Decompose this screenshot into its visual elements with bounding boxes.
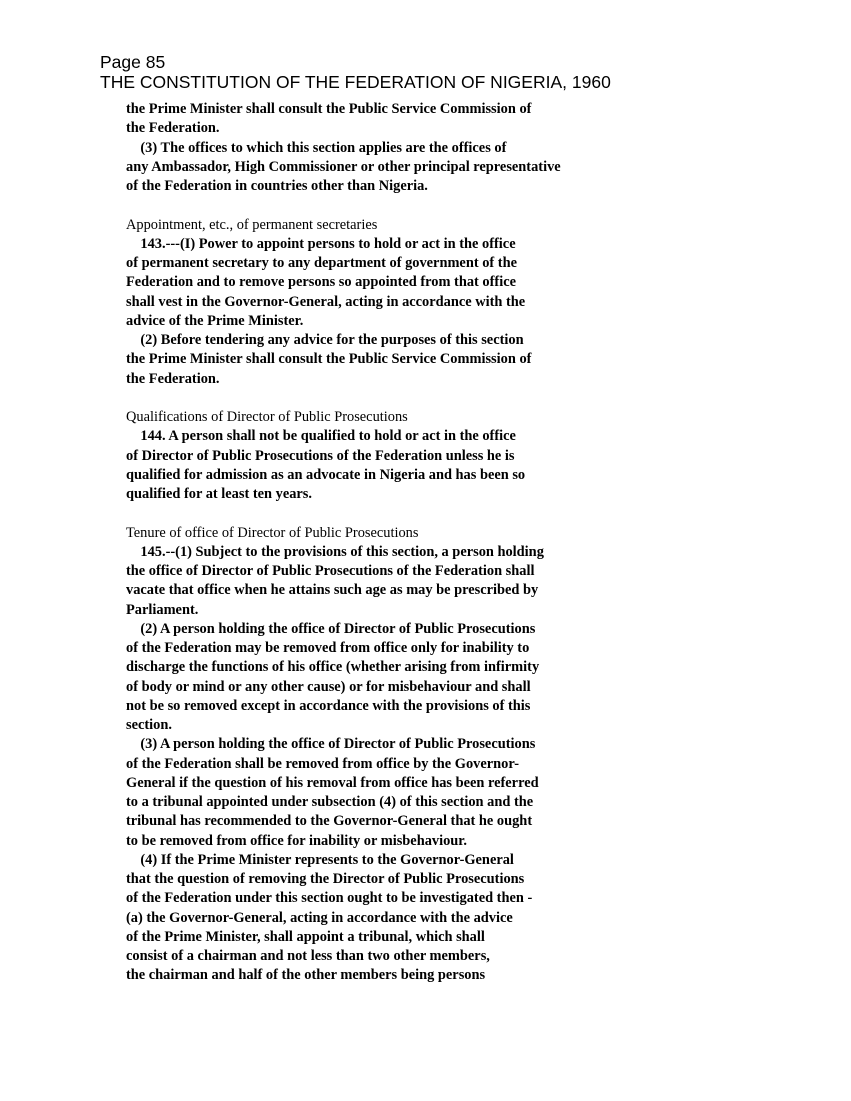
- section-heading: Tenure of office of Director of Public Prosecutions: [126, 524, 419, 541]
- text-line: shall vest in the Governor-General, acting in accordance with the: [126, 293, 526, 310]
- text-line: the Federation.: [126, 370, 220, 387]
- text-line: of the Federation may be removed from office only for inability to: [126, 640, 530, 656]
- text-line: section.: [126, 717, 172, 733]
- text-line: the Prime Minister shall consult the Public Service Commission of: [126, 351, 532, 368]
- text-line: that the question of removing the Director of Public Prosecutions: [126, 871, 525, 887]
- text-line: of the Prime Minister, shall appoint a tribunal, which shall: [126, 928, 485, 945]
- text-line: any Ambassador, High Commissioner or other principal representative: [126, 158, 561, 175]
- text-line: Federation and to remove persons so appointed from that office: [126, 274, 516, 291]
- text-line: 143.---(I) Power to appoint persons to hold or act in the office: [126, 235, 516, 252]
- text-line: of permanent secretary to any department of government of the: [126, 255, 517, 271]
- text-line: the Prime Minister shall consult the Public Service Commission of: [126, 101, 532, 117]
- text-line: qualified for at least ten years.: [126, 486, 312, 502]
- text-line: the Federation.: [126, 120, 220, 137]
- text-line: Parliament.: [126, 601, 199, 618]
- text-line: to a tribunal appointed under subsection (4) of this section and the: [126, 794, 534, 810]
- text-line: of the Federation in countries other than Nigeria.: [126, 178, 428, 194]
- text-line: 145.--(1) Subject to the provisions of this section, a person holding: [126, 543, 544, 560]
- text-line: the chairman and half of the other members being persons: [126, 967, 486, 984]
- body-text: [126, 100, 846, 986]
- text-line: General if the question of his removal from office has been referred: [126, 774, 539, 791]
- text-line: (3) The offices to which this section applies are the offices of: [126, 139, 507, 156]
- text-line: advice of the Prime Minister.: [126, 312, 304, 329]
- section-heading: Appointment, etc., of permanent secretaries: [126, 216, 378, 233]
- text-line: the office of Director of Public Prosecutions of the Federation shall: [126, 563, 535, 579]
- text-line: of Director of Public Prosecutions of the Federation unless he is: [126, 447, 515, 464]
- blank-line: [126, 196, 846, 215]
- text-line: 144. A person shall not be qualified to hold or act in the office: [126, 428, 516, 445]
- text-line: to be removed from office for inability or misbehaviour.: [126, 832, 467, 849]
- page-number: Page 85: [100, 52, 166, 72]
- text-line: (2) Before tendering any advice for the purposes of this section: [126, 332, 524, 348]
- text-line: (a) the Governor-General, acting in accordance with the advice: [126, 909, 513, 926]
- text-line: qualified for admission as an advocate in Nigeria and has been so: [126, 466, 526, 483]
- text-line: of body or mind or any other cause) or for misbehaviour and shall: [126, 678, 531, 695]
- document-title: THE CONSTITUTION OF THE FEDERATION OF NIGERIA, 1960: [100, 72, 611, 92]
- text-line: vacate that office when he attains such age as may be prescribed by: [126, 582, 539, 599]
- page-header: [100, 52, 611, 92]
- text-line: consist of a chairman and not less than two other members,: [126, 948, 490, 964]
- text-line: (4) If the Prime Minister represents to the Governor-General: [126, 851, 514, 868]
- blank-line: [126, 504, 846, 523]
- section-heading: Qualifications of Director of Public Prosecutions: [126, 409, 408, 425]
- text-line: (3) A person holding the office of Director of Public Prosecutions: [126, 736, 536, 753]
- text-line: (2) A person holding the office of Director of Public Prosecutions: [126, 620, 536, 637]
- text-line: of the Federation under this section ought to be investigated then -: [126, 890, 533, 907]
- text-line: not be so removed except in accordance with the provisions of this: [126, 697, 531, 714]
- text-line: discharge the functions of his office (whether arising from infirmity: [126, 659, 540, 676]
- text-line: of the Federation shall be removed from office by the Governor-: [126, 755, 519, 772]
- blank-line: [126, 389, 846, 408]
- text-line: tribunal has recommended to the Governor-General that he ought: [126, 813, 533, 830]
